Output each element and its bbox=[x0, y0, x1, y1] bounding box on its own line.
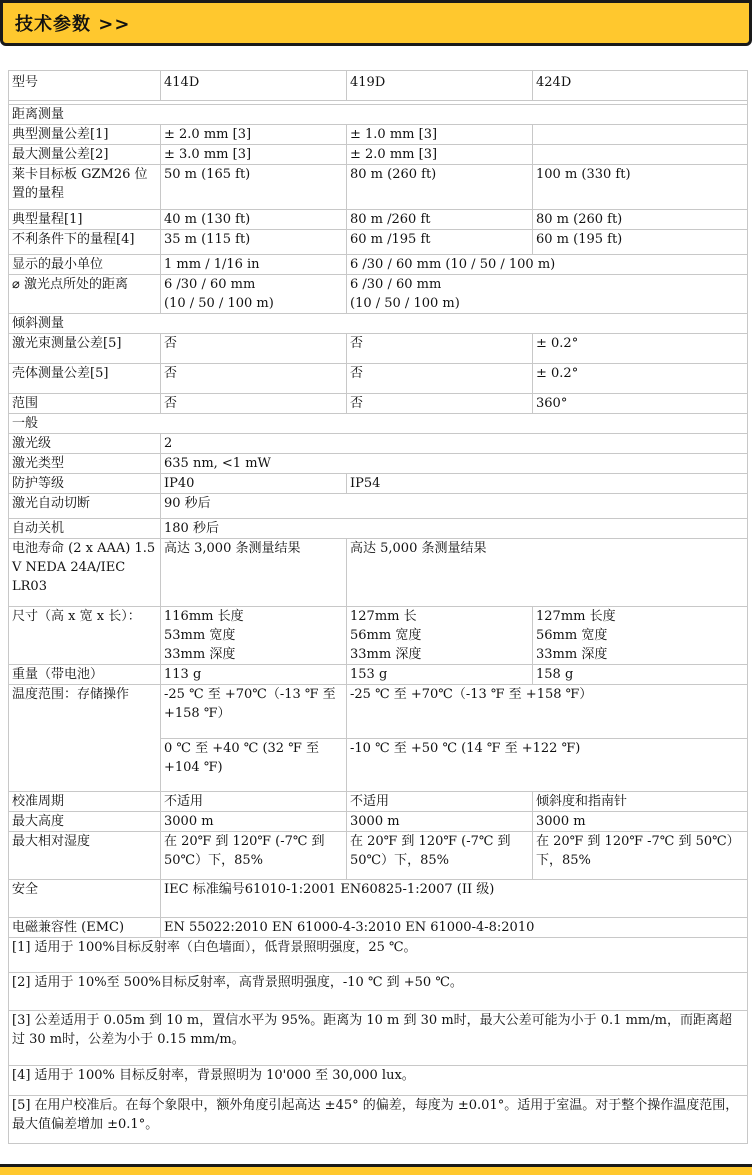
table-cell: 否 bbox=[161, 394, 347, 414]
row-label: 激光束测量公差[5] bbox=[9, 334, 161, 364]
section-label: 距离测量 bbox=[9, 105, 748, 125]
row-label: 温度范围：存储操作 bbox=[9, 685, 161, 792]
table-row bbox=[9, 812, 748, 832]
row-label: 典型量程[1] bbox=[9, 210, 161, 230]
table-cell: 否 bbox=[347, 364, 533, 394]
row-label: 电磁兼容性 (EMC) bbox=[9, 918, 161, 938]
table-cell: 40 m (130 ft) bbox=[161, 210, 347, 230]
table-cell: ± 2.0 mm [3] bbox=[347, 145, 533, 165]
table-cell: 2 bbox=[161, 434, 748, 454]
section-row bbox=[9, 314, 748, 334]
table-header-row bbox=[9, 71, 748, 101]
row-label: 尺寸（高 x 宽 x 长）： bbox=[9, 607, 161, 665]
table-row bbox=[9, 832, 748, 880]
table-row bbox=[9, 165, 748, 210]
table-row bbox=[9, 275, 748, 314]
table-cell: IP40 bbox=[161, 474, 347, 494]
table-cell: ± 3.0 mm [3] bbox=[161, 145, 347, 165]
table-cell: 50 m (165 ft) bbox=[161, 165, 347, 210]
row-label: 激光级 bbox=[9, 434, 161, 454]
table-cell: 在 20℉ 到 120℉ (-7℃ 到 50℃）下，85% bbox=[347, 832, 533, 880]
table-row bbox=[9, 394, 748, 414]
table-cell: 127mm 长度 56mm 宽度 33mm 深度 bbox=[533, 607, 748, 665]
row-label: 自动关机 bbox=[9, 519, 161, 539]
footnote-row bbox=[9, 973, 748, 1011]
table-cell: -25 ℃ 至 +70℃（-13 ℉ 至 +158 ℉） bbox=[347, 685, 748, 739]
table-cell: 60 m (195 ft) bbox=[533, 230, 748, 255]
table-cell: 158 g bbox=[533, 665, 748, 685]
row-label: 最大测量公差[2] bbox=[9, 145, 161, 165]
spec-table bbox=[8, 70, 748, 1144]
row-label: 范围 bbox=[9, 394, 161, 414]
header-cell: 419D bbox=[347, 71, 533, 101]
table-row bbox=[9, 474, 748, 494]
table-cell: 113 g bbox=[161, 665, 347, 685]
section-label: 一般 bbox=[9, 414, 748, 434]
table-cell: 90 秒后 bbox=[161, 494, 748, 519]
row-label: 显示的最小单位 bbox=[9, 255, 161, 275]
table-cell: 35 m (115 ft) bbox=[161, 230, 347, 255]
table-row bbox=[9, 685, 748, 739]
bottom-bar bbox=[0, 1164, 752, 1175]
footnote: [3] 公差适用于 0.05m 到 10 m，置信水平为 95%。距离为 10 m 到 30 m时，最大公差可能为小于 0.1 mm/m，而距离超过 30 m时，公差为小于 0.15 mm/m。 bbox=[9, 1011, 748, 1066]
row-label: 最大相对湿度 bbox=[9, 832, 161, 880]
section-header bbox=[0, 0, 752, 46]
section-title: 技术参数 >> bbox=[15, 14, 131, 35]
table-cell: 不适用 bbox=[161, 792, 347, 812]
table-row bbox=[9, 665, 748, 685]
table-row bbox=[9, 539, 748, 607]
table-cell bbox=[533, 145, 748, 165]
table-row bbox=[9, 607, 748, 665]
row-label: 激光自动切断 bbox=[9, 494, 161, 519]
table-cell: 100 m (330 ft) bbox=[533, 165, 748, 210]
table-cell: 倾斜度和指南针 bbox=[533, 792, 748, 812]
table-cell: IP54 bbox=[347, 474, 748, 494]
footnote-row bbox=[9, 938, 748, 973]
footnote-row bbox=[9, 1011, 748, 1066]
table-cell: ± 0.2° bbox=[533, 334, 748, 364]
row-label: 防护等级 bbox=[9, 474, 161, 494]
row-label: 重量（带电池） bbox=[9, 665, 161, 685]
footnote: [1] 适用于 100%目标反射率（白色墙面），低背景照明强度，25 ℃。 bbox=[9, 938, 748, 973]
table-cell: 在 20℉ 到 120℉ -7℃ 到 50℃）下，85% bbox=[533, 832, 748, 880]
table-row bbox=[9, 880, 748, 918]
table-cell: ± 1.0 mm [3] bbox=[347, 125, 533, 145]
table-cell: 否 bbox=[347, 394, 533, 414]
table-cell: 6 /30 / 60 mm (10 / 50 / 100 m) bbox=[347, 255, 748, 275]
table-cell: 80 m (260 ft) bbox=[347, 165, 533, 210]
table-row bbox=[9, 918, 748, 938]
footnote-row bbox=[9, 1066, 748, 1096]
header-cell: 424D bbox=[533, 71, 748, 101]
table-cell: 否 bbox=[161, 364, 347, 394]
table-cell: 否 bbox=[161, 334, 347, 364]
header-cell: 414D bbox=[161, 71, 347, 101]
table-cell: 127mm 长 56mm 宽度 33mm 深度 bbox=[347, 607, 533, 665]
row-label: 莱卡目标板 GZM26 位置的量程 bbox=[9, 165, 161, 210]
table-row bbox=[9, 125, 748, 145]
table-row bbox=[9, 434, 748, 454]
footnote: [2] 适用于 10%至 500%目标反射率，高背景照明强度，-10 ℃ 到 +50 ℃。 bbox=[9, 973, 748, 1011]
table-cell: 6 /30 / 60 mm (10 / 50 / 100 m) bbox=[161, 275, 347, 314]
table-cell: 高达 5,000 条测量结果 bbox=[347, 539, 748, 607]
row-label: 安全 bbox=[9, 880, 161, 918]
row-label: 校准周期 bbox=[9, 792, 161, 812]
table-cell: -25 ℃ 至 +70℃（-13 ℉ 至 +158 ℉） bbox=[161, 685, 347, 739]
table-cell: 0 ℃ 至 +40 ℃ (32 ℉ 至 +104 ℉) bbox=[161, 739, 347, 792]
table-cell: 80 m (260 ft) bbox=[533, 210, 748, 230]
table-cell: 60 m /195 ft bbox=[347, 230, 533, 255]
table-cell: 80 m /260 ft bbox=[347, 210, 533, 230]
table-cell: 635 nm, <1 mW bbox=[161, 454, 748, 474]
footnote: [4] 适用于 100% 目标反射率，背景照明为 10'000 至 30,000 lux。 bbox=[9, 1066, 748, 1096]
table-row bbox=[9, 792, 748, 812]
row-label: 不利条件下的量程[4] bbox=[9, 230, 161, 255]
table-cell: 153 g bbox=[347, 665, 533, 685]
row-label: 典型测量公差[1] bbox=[9, 125, 161, 145]
table-cell: 3000 m bbox=[161, 812, 347, 832]
table-cell: 不适用 bbox=[347, 792, 533, 812]
table-cell: EN 55022:2010 EN 61000-4-3:2010 EN 61000-4-8:2010 bbox=[161, 918, 748, 938]
footnote-row bbox=[9, 1096, 748, 1144]
row-label: 激光类型 bbox=[9, 454, 161, 474]
footnote: [5] 在用户校准后。在每个象限中，额外角度引起高达 ±45° 的偏差，每度为 ±0.01°。适用于室温。对于整个操作温度范围，最大值偏差增加 ±0.1°。 bbox=[9, 1096, 748, 1144]
table-cell: 116mm 长度 53mm 宽度 33mm 深度 bbox=[161, 607, 347, 665]
section-label: 倾斜测量 bbox=[9, 314, 748, 334]
row-label: 壳体测量公差[5] bbox=[9, 364, 161, 394]
row-label: ⌀ 激光点所处的距离 bbox=[9, 275, 161, 314]
row-label: 最大高度 bbox=[9, 812, 161, 832]
table-cell: 在 20℉ 到 120℉ (-7℃ 到 50℃）下，85% bbox=[161, 832, 347, 880]
section-row bbox=[9, 414, 748, 434]
table-cell bbox=[533, 125, 748, 145]
table-row bbox=[9, 519, 748, 539]
table-cell: -10 ℃ 至 +50 ℃ (14 ℉ 至 +122 ℉) bbox=[347, 739, 748, 792]
table-row bbox=[9, 364, 748, 394]
section-row bbox=[9, 105, 748, 125]
table-row bbox=[9, 334, 748, 364]
table-cell: 高达 3,000 条测量结果 bbox=[161, 539, 347, 607]
table-cell: ± 2.0 mm [3] bbox=[161, 125, 347, 145]
header-cell: 型号 bbox=[9, 71, 161, 101]
table-cell: 否 bbox=[347, 334, 533, 364]
table-row bbox=[9, 255, 748, 275]
table-cell: 3000 m bbox=[347, 812, 533, 832]
table-row bbox=[9, 145, 748, 165]
table-cell: 1 mm / 1/16 in bbox=[161, 255, 347, 275]
table-cell: 6 /30 / 60 mm (10 / 50 / 100 m) bbox=[347, 275, 748, 314]
table-row bbox=[9, 494, 748, 519]
table-cell: ± 0.2° bbox=[533, 364, 748, 394]
table-row bbox=[9, 454, 748, 474]
table-cell: IEC 标准编号61010-1:2001 EN60825-1:2007 (II 级) bbox=[161, 880, 748, 918]
table-row bbox=[9, 210, 748, 230]
table-cell: 180 秒后 bbox=[161, 519, 748, 539]
row-label: 电池寿命 (2 x AAA) 1.5 V NEDA 24A/IEC LR03 bbox=[9, 539, 161, 607]
table-cell: 3000 m bbox=[533, 812, 748, 832]
table-cell: 360° bbox=[533, 394, 748, 414]
table-row bbox=[9, 230, 748, 255]
